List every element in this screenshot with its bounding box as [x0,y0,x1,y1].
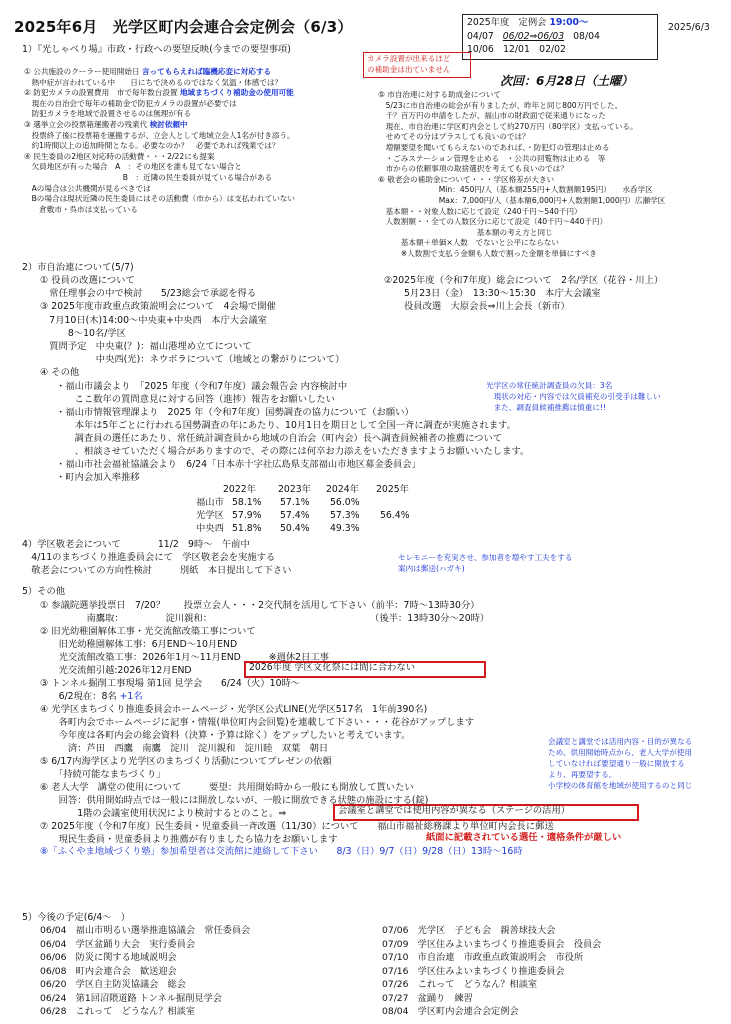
section1-right-column [378,90,665,260]
s1-line: 熱中症が言われている中 日にちで決めるのではなく気温・体感では？ [24,77,283,87]
s1-right-line: 増額要望を聞いてもらえないのであれば、・防犯灯の管理は止める [378,142,610,152]
s1-right-line: 基本額・・対象人数に応じて設定（240千円〜540千円） [378,206,582,216]
s2-item2: ②2025年度（令和7年度）総会について 2名/学区（花谷・川上） [384,275,664,286]
rates-row-name: 中央西 [196,523,224,534]
s5-line: 今年度は各町内会の総会資料（決算・予算は除く）をアップしたいと考えています。 [40,730,411,741]
s4-note-line: セレモニーを充実させ、参加者を増やす工夫をする [398,553,573,562]
rates-value: 57.3% [330,510,360,521]
census-note-line: 光学区の常任統計調査員の欠員：3名 [486,381,613,390]
document-date: 2025/6/3 [668,22,710,33]
s5-line: ② 旧光幼稚園解体工事・光交流館改築工事について [40,626,256,637]
s1-right-line: ⑥ 敬老会の補助金について・・・学区格差が大きい [378,174,555,184]
s2-other-line: ・福山市情報管理課より 2025 年（令和7年度）国勢調査の協力について（お願い） [56,407,414,418]
s1-line: 投票終了後に投票箱を運搬するが、立会人として地域立会人1名が付き添う。 [24,130,295,140]
s2-other-line: ・福山市議会より 「2025 年度（令和7年度）議会報告会 内容検討中 [56,381,348,392]
s5-right-note [548,736,692,791]
schedule-item: 07/06 光学区 子ども会 親善球技大会 [382,925,556,936]
rates-value: 49.3% [330,523,360,534]
s1-line [24,120,295,131]
schedule-item: 07/10 市自治連 市政重点政策説明会 市役所 [382,952,584,963]
rates-year: 2022年 [223,484,256,495]
s2-other-line: ここ数年の質問意見に対する回答（進捗）報告をお願いしたい [56,394,335,405]
s1-right-line: ・ごみステーション管理を止める ・公共の回覧物は止める 等 [378,153,606,163]
rates-value: 57.9% [232,510,262,521]
schedule-item: 06/04 学区盆踊り大会 実行委員会 [40,938,196,950]
s5-line: 光交流館改築工事：2026年1月〜11月END ※週休2日工事 [40,652,329,663]
schedule-line1 [467,17,588,29]
s5-line: 光交流館引越:2026年12月END [40,665,192,676]
s5-text: 6/2現在：8名 [40,691,117,702]
s5-line: ① 参議院選挙投票日 7/20？ 投票立会人・・・2交代制を活用して下さい（前半：7時〜13時30分） [40,600,480,611]
rates-value: 50.4% [280,523,310,534]
s5-line: ④ 光学区まちづくり推進委員会ホームページ・光学区公式LINE(光学区517名 1年前390名) [40,704,428,715]
s1-text: ① 公共施設のクーラー使用開始日 [24,67,140,76]
s1-right-line: ※人数割で支払う金額も人数で割った金額を単価にすべき [378,248,597,258]
s1-line: 防犯カメラを地域で設置させるのは無理が有る [24,109,192,119]
s1-note: 検討依頼中 [149,119,188,129]
s5-note-line: 小学校の体育館を地域が使用するのと同じ [548,781,693,790]
rates-value: 51.8% [232,523,262,534]
s5-note-line: 会議室と講堂では活用内容・目的が異なる [548,737,693,746]
s5-line: 回答：供用開始時点では一般には開放しないが、一般に開放できる状態の施設にする(錠) [40,795,429,806]
s1-right-line: 基本額の考え方と同じ [378,227,553,237]
schedule-item: 08/04 学区町内会連合会定例会 [382,1006,519,1017]
s5-line: 済：芦田 西鷹 南鷹 淀川 淀川親和 淀川睦 双葉 朝日 [40,743,329,754]
s1-note: 言ってもらえれば臨機応変に対応する [141,67,272,76]
s4-line: 4）学区敬老会について 11/2 9時〜 午前中 [22,539,250,550]
s1-line: 欠員地区が有った場合 A ：その地区を誰も見てない場合と [24,162,242,172]
future-schedule-left [40,924,250,1019]
hall-usage-note: 会議室と講堂では使用内容が異なる（ステージの活用） [338,805,571,816]
s1-right-line: 人数割額・・全ての人数区分に応じて設定（40千円〜440千円） [378,217,608,227]
s1-line: ④ 民生委員の2地区対応時の活動費・・・2/22にも提案 [24,151,215,161]
s5-note-line: していなければ要望通り一般に開放する [548,759,685,768]
s4-note [398,552,572,574]
rates-value: 57.1% [280,497,310,508]
s2-other-line: 調査員の選任にあたり、常任統計調査員から地域の自治会（町内会）長へ調査員候補者の推薦について [56,433,503,444]
s1-right-line: 市からの依頼事項の取捨選択を考えても良いのでは？ [378,164,568,174]
census-note-line: 現状の対応・内容では欠員補充の引受手は難しい [486,392,661,401]
s5-line [40,690,554,703]
s2-other-line: ・町内会加入率推移 [56,472,140,483]
s1-text: ③ 選挙立会の投票箱運搬者の残業代 [24,119,148,129]
s5-line: ⑦ 2025年度（令和7年度）民生委員・児童委員一斉改選（11/30）について 福山市福祉総務課より単位町内会長に郵送 [40,821,554,832]
schedule-date: 04/07 [467,31,494,42]
s1-right-line: 現在、市自治連に学区町内会として約270万円（80学区）支払っている。 [378,121,638,131]
schedule-line3: 10/06 12/01 02/02 [467,44,566,55]
next-meeting: 次回：6月28日（土曜） [500,74,634,88]
s4-line: 敬老会についての方向性検討 別紙 本日提出して下さい [22,565,292,576]
schedule-item: 06/20 学区自主防災協議会 総会 [40,979,186,990]
rates-year: 2025年 [376,484,409,495]
s2-other-line: ・福山市社会福祉協議会より 6/24「日本赤十字社広島県支部福山市地区募金委員会」 [56,459,421,470]
camera-note-line: の補助金は出ていません [367,65,451,74]
s1-line: Aの場合は公共機関が見るべきでは [24,183,151,193]
census-note [486,380,661,413]
s2-item2-detail: 5月23日（金） 13:30〜15:30 本庁大会議室 [404,288,601,299]
culture-festival-warning: 2026年度 学区文化祭には間に合わない [249,662,416,673]
s1-right-line: 基本額＋単価×人数 でないと公平にならない [378,238,560,248]
s1-right-line: 5/23に市自治連の総会が有りましたが、昨年と同じ800万円でした。 [378,100,623,110]
rates-year: 2023年 [278,484,311,495]
schedule-line2 [467,31,600,43]
s1-line [24,67,295,78]
s2-line: 質問予定 中央東(？)：福山港埋め立てについて [40,341,252,352]
s5-line: 旧光幼稚園解体工事：6月END〜10月END [40,639,238,650]
s2-other-list [56,380,529,484]
s2-line: 中央西(光)：ネウボラについて（地域との繋がりについて） [40,354,345,365]
s2-item3: ③ 2025年度市政重点政策説明会について 4会場で開催 [40,301,276,312]
s5-item8: ⑧「ふくやま地域づくり塾」参加希望者は交流館に連絡して下さい 8/3（日）9/7（日）9/28（日）13時〜16時 [40,846,523,857]
section5-heading: 5）その他 [22,586,66,597]
s2-item3-details [40,314,344,366]
s1-line [24,88,295,99]
schedule-item: 06/08 町内会連合会 歓送迎会 [40,965,177,977]
election-condition-warning: 紙面に記載されている選任・適格条件が厳しい [426,832,622,843]
s2-line: 7月10日(木)14:00〜中央東+中央西 本庁大会議室 [40,315,267,326]
s5-line: ③ トンネル掘削工事現場 第1回 見学会 6/24（火）10時〜 [40,678,301,689]
s5-line: 1階の会議室使用状況により検討するとのこと。⇒ [40,808,287,819]
schedule-item: 07/16 学区住みよいまちづくり推進委員会 [382,965,565,977]
s1-line: B ：近隣の民生委員が見ている場合がある [24,172,273,182]
schedule-item: 06/06 防災に関する地域説明会 [40,952,177,963]
s1-right-line: ⑤ 市自治連に対する助成金について [378,90,501,99]
schedule-item: 06/28 これって どうなん？相談室 [40,1006,196,1017]
s5-line: 南鷹取： 淀川親和： （後半：13時30分〜20時） [40,613,490,624]
rates-value: 56.4% [380,510,410,521]
schedule-label: 2025年度 定例会 [467,17,547,28]
s4-line: 4/11のまちづくり推進委員会にて 学区敬老会を実施する [22,552,276,563]
s1-line: 現在の自治会で毎年の補助金で防犯カメラの設置が必要では [24,98,237,108]
future-schedule-heading: 5）今後の予定(6/4〜 ） [22,912,131,923]
section1-left-column [24,67,295,215]
s5-line: ⑤ 6/17内海学区より光学区のまちづくり活動についてプレゼンの依頼 [40,756,332,767]
s5-line: ⑥ 老人大学 講堂の使用について 要望：共用開始時から一般にも開放して貰いたい [40,782,414,793]
schedule-item: 07/26 これって どうなん？相談室 [382,979,538,990]
s2-other-line: 本年は5年ごとに行われる国勢調査の年にあたり、10月1日を期日として全国一斉に調査が実施されます。 [56,420,516,431]
camera-note-line: カメラ設置が出来るほど [367,54,451,63]
rates-year: 2024年 [326,484,359,495]
s5-plus-count: +1名 [119,691,143,702]
census-note-line: また、調査員候補推薦は慎重に!! [486,403,606,412]
section2-heading: 2）市自治連について(5/7) [22,262,134,273]
s5-note-line: ため、供用開始時点から、老人大学が使用 [548,748,692,757]
section1-heading: 1）『光しゃべり場』市政・行政への要望反映(今までの要望事項) [22,44,291,55]
schedule-item: 06/24 第1回沼隈道路 トンネル掘削見学会 [40,992,222,1004]
s1-line: 約1時間以上の追加時間となる。必要なのか？ 必要であれば残業では？ [24,141,280,151]
s1-right-line: Max：7,000円/人（基本額6,000円+人数割額1,000円）広瀬学区 [378,195,666,205]
s5-note-line: より、再要望する。 [548,770,617,779]
future-schedule-right [382,924,601,1019]
rates-row-name: 光学区 [196,510,224,521]
s5-line: 現民生委員・児童委員より推薦が有りましたら協力をお願いします [40,834,338,845]
s2-other-line: 、相談させていただく場合がありますので、その際には何卒お力添えをいただきますようお願いいたします。 [56,446,530,457]
s1-text: ② 防犯カメラの設置費用 市で毎年数台設置 [24,88,178,98]
s2-item1-detail: 常任理事会の中で検討 5/23総会で承認を得る [40,288,257,299]
s2-item2-detail2: 役員改選 大原会長⇒川上会長（新市） [404,301,570,312]
section4 [22,538,291,577]
schedule-date: 08/04 [573,31,600,42]
schedule-item: 06/04 福山市明るい選挙推進協議会 常任委員会 [40,925,251,936]
rates-value: 56.0% [330,497,360,508]
s2-other-heading: ④ その他 [40,367,80,378]
s1-line: Bの場合は現状近隣の民生委員にはその活動費（市から）は支払われていない [24,194,295,204]
rates-row-name: 福山市 [196,497,224,508]
rates-value: 57.4% [280,510,310,521]
s1-line: 倉敷市・呉市は支払っている [24,204,138,214]
s4-note-line: 案内は郵送(ハガキ) [398,564,465,573]
s5-line: 各町内会でホームページに記事・情報(単位町内会回覧)を連載して下さい・・・花谷がアップします [40,717,475,728]
s2-line: 8〜10名/学区 [40,328,126,339]
schedule-date-changed: 06/02⇒06/03 [502,31,565,42]
s2-item1: ① 役員の改選について [40,275,135,286]
s5-line: 「持続可能なまちづくり」 [40,769,166,780]
s1-right-line: Min：450円/人（基本額255円+人数割額195円） 水呑学区 [378,185,653,195]
schedule-item: 07/09 学区住みよいまちづくり推進委員会 役員会 [382,938,602,950]
s1-right-line: せめてその分はプラスしても良いのでは？ [378,132,530,142]
schedule-time: 19:00〜 [549,17,589,28]
s1-note: 地域まちづくり補助金の使用可能 [179,88,294,98]
s1-right-line: 千？百万円の申請をしたが、福山市の財政面で従来通りになった [378,111,606,121]
rates-value: 58.1% [232,497,262,508]
schedule-item: 07/27 盆踊り 練習 [382,992,473,1004]
page-title: 2025年6月 光学区町内会連合会定例会（6/3） [14,18,353,36]
